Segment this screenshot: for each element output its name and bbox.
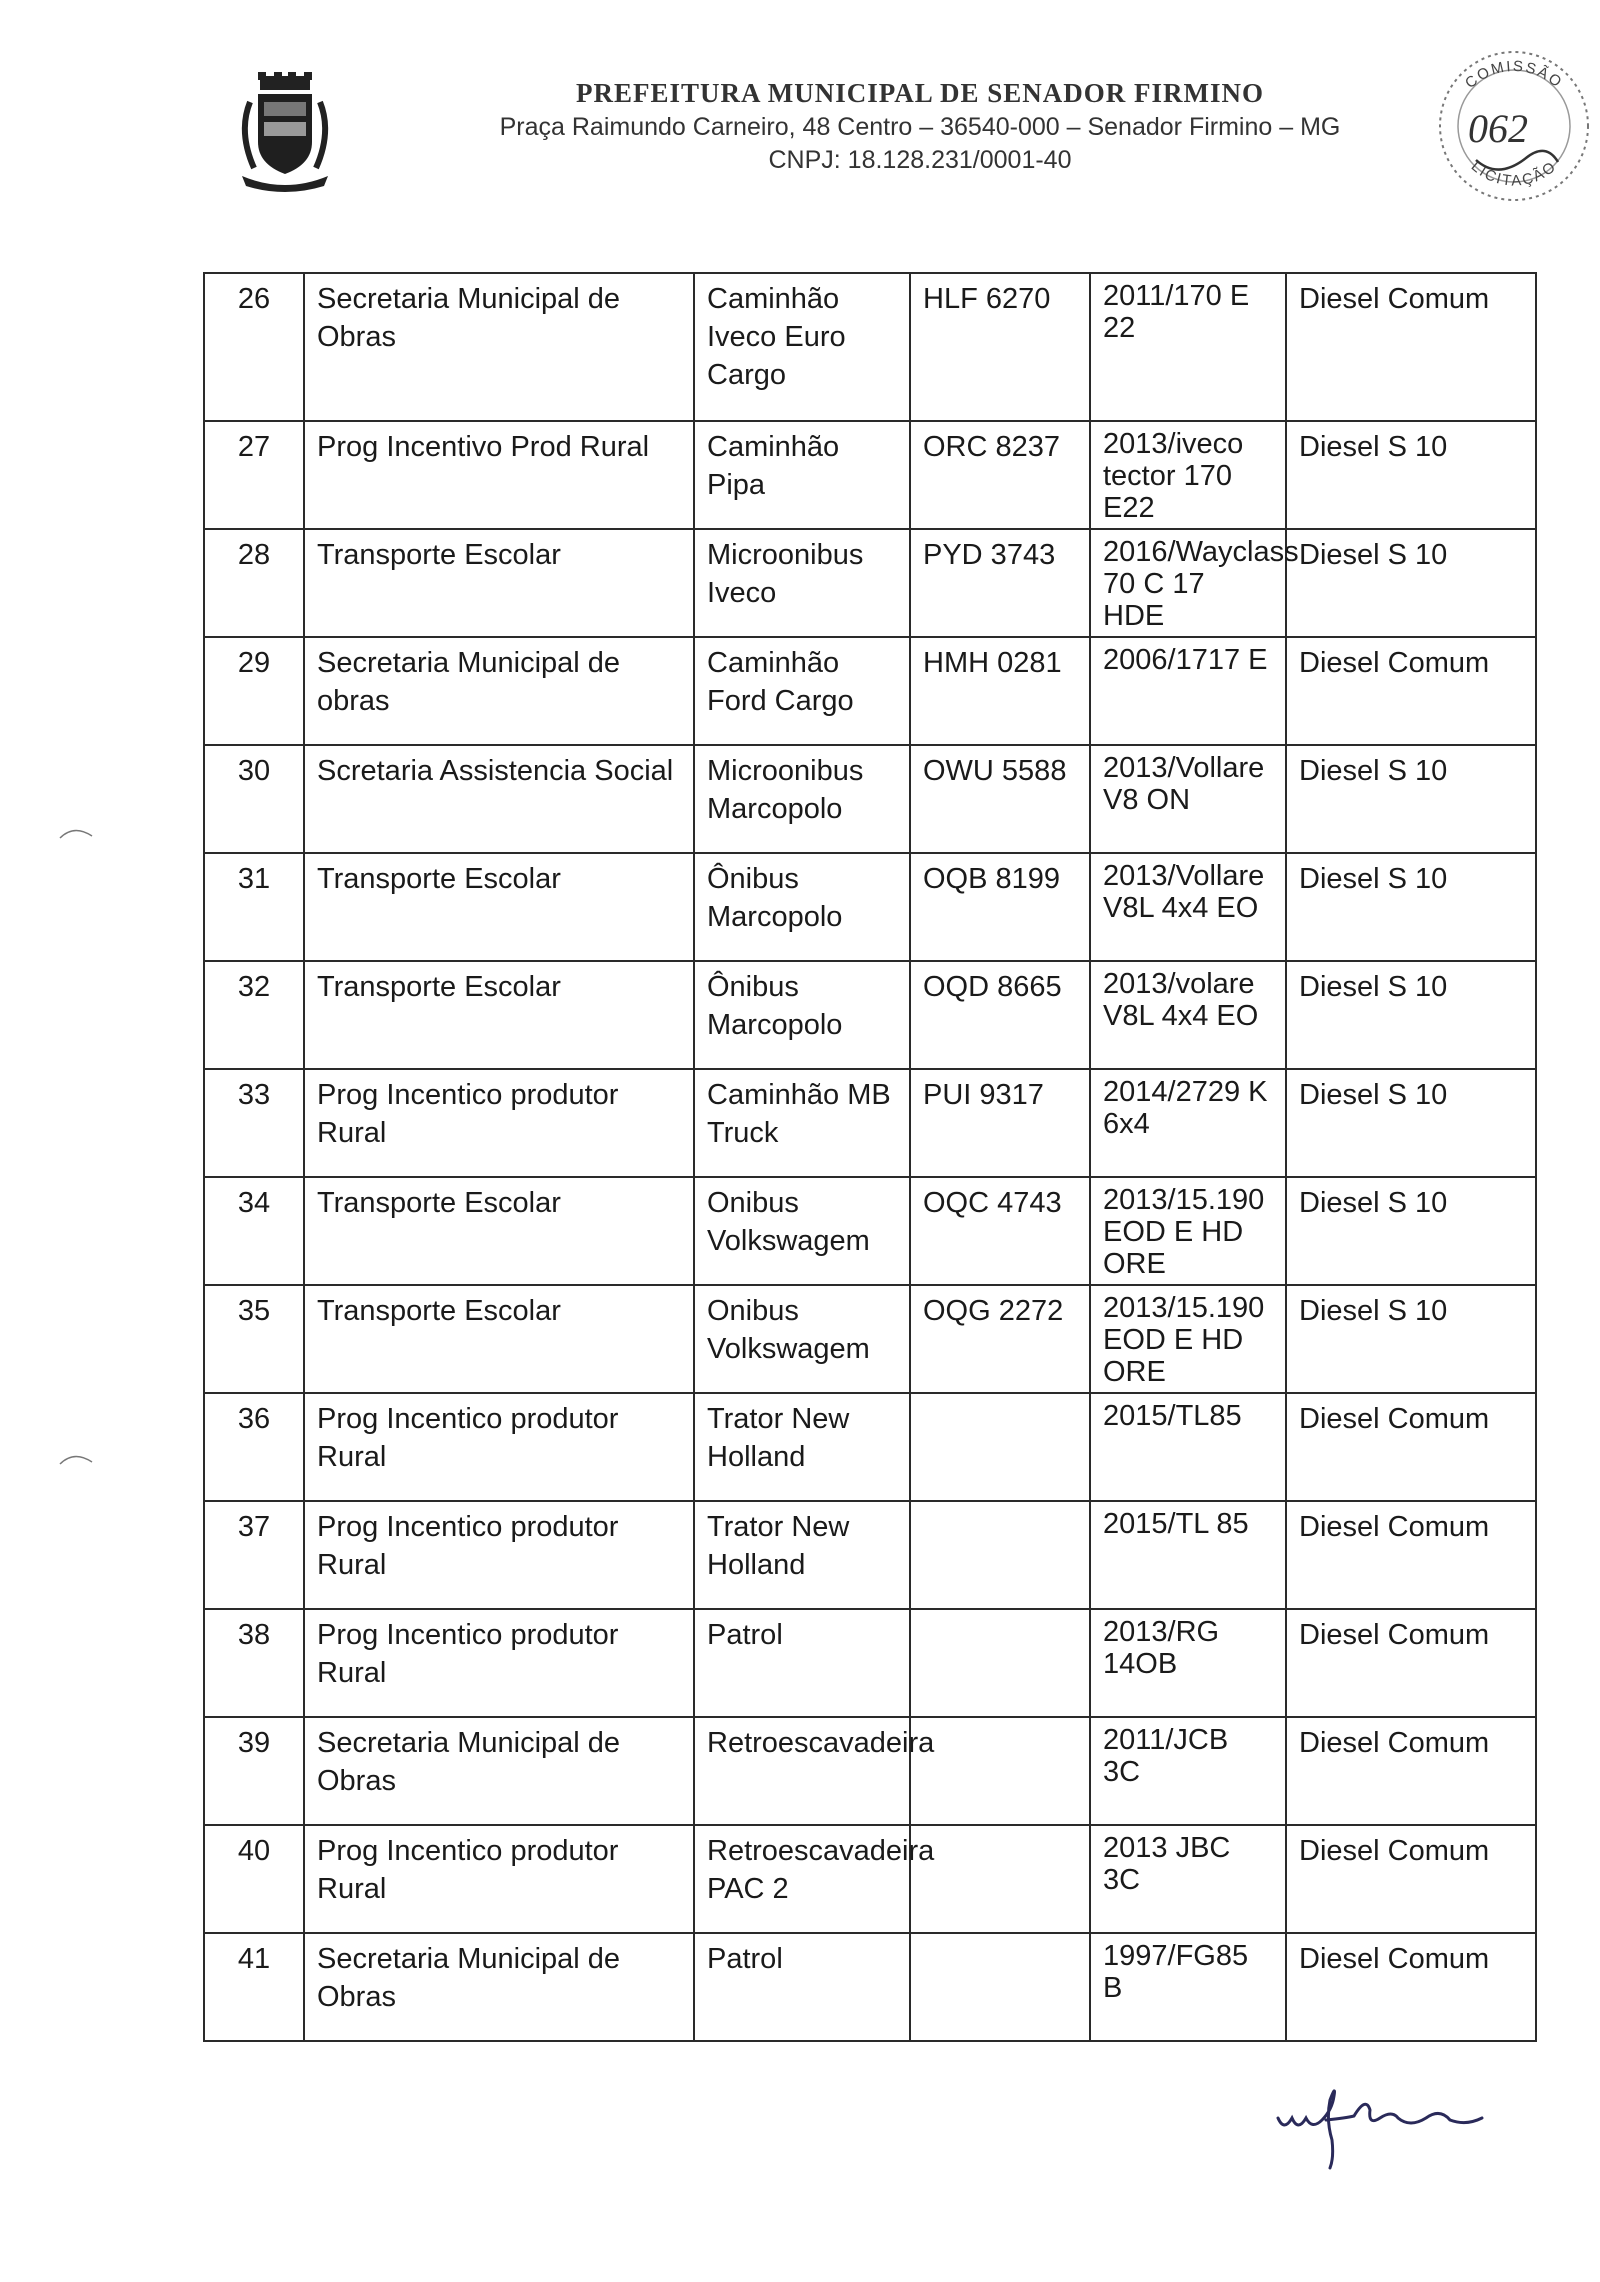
table-row bbox=[204, 637, 1536, 745]
vehicle-cell: Caminhão Pipa bbox=[694, 421, 910, 529]
table-row bbox=[204, 853, 1536, 961]
department-cell: Secretaria Municipal de obras bbox=[304, 637, 694, 745]
fuel-cell: Diesel Comum bbox=[1286, 1609, 1536, 1717]
fuel-cell: Diesel Comum bbox=[1286, 273, 1536, 421]
department-cell: Transporte Escolar bbox=[304, 1177, 694, 1285]
row-number: 31 bbox=[204, 853, 304, 961]
plate-cell: OQC 4743 bbox=[910, 1177, 1090, 1285]
table-row bbox=[204, 1069, 1536, 1177]
model-cell: 2013/volare V8L 4x4 EO bbox=[1090, 961, 1286, 1069]
table-row bbox=[204, 961, 1536, 1069]
model-cell: 2013/iveco tector 170 E22 bbox=[1090, 421, 1286, 529]
department-cell: Prog Incentico produtor Rural bbox=[304, 1393, 694, 1501]
department-cell: Prog Incentico produtor Rural bbox=[304, 1825, 694, 1933]
vehicle-cell: Caminhão Iveco Euro Cargo bbox=[694, 273, 910, 421]
model-cell: 2013/Vollare V8 ON bbox=[1090, 745, 1286, 853]
plate-cell: PYD 3743 bbox=[910, 529, 1090, 637]
plate-cell: OQB 8199 bbox=[910, 853, 1090, 961]
fuel-cell: Diesel S 10 bbox=[1286, 1069, 1536, 1177]
plate-cell: OWU 5588 bbox=[910, 745, 1090, 853]
department-cell: Transporte Escolar bbox=[304, 1285, 694, 1393]
plate-cell bbox=[910, 1825, 1090, 1933]
table-row bbox=[204, 273, 1536, 421]
plate-cell: OQG 2272 bbox=[910, 1285, 1090, 1393]
fuel-cell: Diesel S 10 bbox=[1286, 745, 1536, 853]
department-cell: Scretaria Assistencia Social bbox=[304, 745, 694, 853]
department-cell: Prog Incentico produtor Rural bbox=[304, 1609, 694, 1717]
table-row bbox=[204, 1177, 1536, 1285]
vehicle-cell: Microonibus Iveco bbox=[694, 529, 910, 637]
signature bbox=[1270, 2080, 1510, 2170]
vehicle-cell: Retroescavadeira bbox=[694, 1717, 910, 1825]
model-cell: 2014/2729 K 6x4 bbox=[1090, 1069, 1286, 1177]
vehicle-cell: Caminhão Ford Cargo bbox=[694, 637, 910, 745]
letterhead-address: Praça Raimundo Carneiro, 48 Centro – 36540-000 – Senador Firmino – MG bbox=[499, 113, 1341, 141]
margin-mark bbox=[58, 822, 98, 842]
model-cell: 2015/TL 85 bbox=[1090, 1501, 1286, 1609]
plate-cell: HLF 6270 bbox=[910, 273, 1090, 421]
model-cell: 2011/JCB 3C bbox=[1090, 1717, 1286, 1825]
row-number: 29 bbox=[204, 637, 304, 745]
plate-cell bbox=[910, 1933, 1090, 2041]
table-row bbox=[204, 421, 1536, 529]
letterhead-cnpj: CNPJ: 18.128.231/0001-40 bbox=[768, 146, 1072, 174]
department-cell: Prog Incentico produtor Rural bbox=[304, 1501, 694, 1609]
plate-cell: HMH 0281 bbox=[910, 637, 1090, 745]
department-cell: Secretaria Municipal de Obras bbox=[304, 1717, 694, 1825]
plate-cell bbox=[910, 1501, 1090, 1609]
vehicle-cell: Retroescavadeira PAC 2 bbox=[694, 1825, 910, 1933]
model-cell: 2015/TL85 bbox=[1090, 1393, 1286, 1501]
vehicle-cell: Onibus Volkswagem bbox=[694, 1177, 910, 1285]
fuel-cell: Diesel Comum bbox=[1286, 1933, 1536, 2041]
vehicle-cell: Trator New Holland bbox=[694, 1501, 910, 1609]
vehicle-cell: Patrol bbox=[694, 1933, 910, 2041]
table-row bbox=[204, 1825, 1536, 1933]
model-cell: 2013/RG 14OB bbox=[1090, 1609, 1286, 1717]
row-number: 36 bbox=[204, 1393, 304, 1501]
fuel-cell: Diesel S 10 bbox=[1286, 1285, 1536, 1393]
fuel-cell: Diesel Comum bbox=[1286, 1501, 1536, 1609]
plate-cell: OQD 8665 bbox=[910, 961, 1090, 1069]
vehicle-cell: Microonibus Marcopolo bbox=[694, 745, 910, 853]
row-number: 30 bbox=[204, 745, 304, 853]
fuel-cell: Diesel S 10 bbox=[1286, 421, 1536, 529]
fuel-cell: Diesel S 10 bbox=[1286, 961, 1536, 1069]
margin-mark bbox=[58, 1448, 98, 1468]
vehicle-table-body bbox=[204, 273, 1536, 2041]
model-cell: 2013/15.190 EOD E HD ORE bbox=[1090, 1285, 1286, 1393]
model-cell: 2013/Vollare V8L 4x4 EO bbox=[1090, 853, 1286, 961]
vehicle-cell: Patrol bbox=[694, 1609, 910, 1717]
vehicle-cell: Ônibus Marcopolo bbox=[694, 853, 910, 961]
department-cell: Prog Incentico produtor Rural bbox=[304, 1069, 694, 1177]
row-number: 35 bbox=[204, 1285, 304, 1393]
vehicle-cell: Onibus Volkswagem bbox=[694, 1285, 910, 1393]
row-number: 37 bbox=[204, 1501, 304, 1609]
department-cell: Transporte Escolar bbox=[304, 529, 694, 637]
department-cell: Transporte Escolar bbox=[304, 961, 694, 1069]
svg-text:LICITAÇÃO bbox=[1468, 158, 1560, 190]
row-number: 38 bbox=[204, 1609, 304, 1717]
department-cell: Prog Incentivo Prod Rural bbox=[304, 421, 694, 529]
stamp-top-text: COMISSÃO bbox=[1461, 57, 1567, 92]
table-row bbox=[204, 1933, 1536, 2041]
row-number: 28 bbox=[204, 529, 304, 637]
model-cell: 1997/FG85 B bbox=[1090, 1933, 1286, 2041]
row-number: 41 bbox=[204, 1933, 304, 2041]
fuel-cell: Diesel S 10 bbox=[1286, 853, 1536, 961]
stamp-bottom-text: LICITAÇÃO bbox=[1467, 157, 1561, 190]
table-row bbox=[204, 745, 1536, 853]
stamp-number: 062 bbox=[1468, 106, 1528, 151]
department-cell: Secretaria Municipal de Obras bbox=[304, 1933, 694, 2041]
row-number: 40 bbox=[204, 1825, 304, 1933]
plate-cell bbox=[910, 1717, 1090, 1825]
table-row bbox=[204, 1609, 1536, 1717]
row-number: 34 bbox=[204, 1177, 304, 1285]
model-cell: 2006/1717 E bbox=[1090, 637, 1286, 745]
row-number: 33 bbox=[204, 1069, 304, 1177]
vehicle-cell: Caminhão MB Truck bbox=[694, 1069, 910, 1177]
commission-stamp bbox=[1428, 30, 1598, 210]
plate-cell bbox=[910, 1609, 1090, 1717]
letterhead bbox=[420, 78, 1420, 175]
vehicle-cell: Trator New Holland bbox=[694, 1393, 910, 1501]
municipal-crest-icon bbox=[230, 72, 340, 192]
table-row bbox=[204, 1501, 1536, 1609]
plate-cell: ORC 8237 bbox=[910, 421, 1090, 529]
row-number: 26 bbox=[204, 273, 304, 421]
fuel-cell: Diesel S 10 bbox=[1286, 529, 1536, 637]
table-row bbox=[204, 1285, 1536, 1393]
model-cell: 2016/Wayclass 70 C 17 HDE bbox=[1090, 529, 1286, 637]
table-row bbox=[204, 1717, 1536, 1825]
model-cell: 2013/15.190 EOD E HD ORE bbox=[1090, 1177, 1286, 1285]
model-cell: 2013 JBC 3C bbox=[1090, 1825, 1286, 1933]
plate-cell bbox=[910, 1393, 1090, 1501]
fuel-cell: Diesel Comum bbox=[1286, 1825, 1536, 1933]
row-number: 32 bbox=[204, 961, 304, 1069]
row-number: 39 bbox=[204, 1717, 304, 1825]
plate-cell: PUI 9317 bbox=[910, 1069, 1090, 1177]
model-cell: 2011/170 E 22 bbox=[1090, 273, 1286, 421]
fuel-cell: Diesel S 10 bbox=[1286, 1177, 1536, 1285]
fuel-cell: Diesel Comum bbox=[1286, 637, 1536, 745]
vehicle-table bbox=[203, 272, 1537, 2042]
department-cell: Transporte Escolar bbox=[304, 853, 694, 961]
letterhead-title: PREFEITURA MUNICIPAL DE SENADOR FIRMINO bbox=[575, 78, 1265, 108]
table-row bbox=[204, 1393, 1536, 1501]
vehicle-cell: Ônibus Marcopolo bbox=[694, 961, 910, 1069]
table-row bbox=[204, 529, 1536, 637]
fuel-cell: Diesel Comum bbox=[1286, 1717, 1536, 1825]
department-cell: Secretaria Municipal de Obras bbox=[304, 273, 694, 421]
fuel-cell: Diesel Comum bbox=[1286, 1393, 1536, 1501]
row-number: 27 bbox=[204, 421, 304, 529]
svg-text:COMISSÃO bbox=[1462, 58, 1566, 92]
